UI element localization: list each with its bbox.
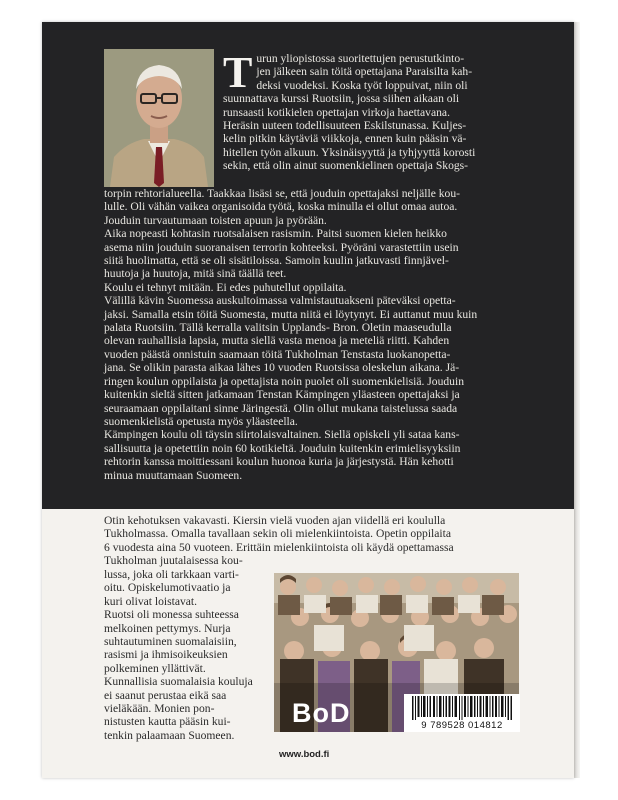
text-line: runsaasti kotikielen opettajan virkoja haettavana. — [223, 105, 450, 119]
text-line: lussa, joka oli tarkkaan varti- — [104, 568, 239, 581]
text-line: suomenkielistä opetusta myös yläasteella. — [104, 414, 298, 428]
text-line: suunnattava kurssi Ruotsiin, jossa siihen aikaan oli — [223, 92, 460, 106]
text-line: palata Ruotsiin. Tällä kerralla valitsin Upplands- Bron. Oletin maaseudulla — [104, 321, 452, 335]
text-line: kelin pitkin käytäviä viikkoja, ennen kuin pääsin vä- — [223, 132, 467, 146]
book-page-edge — [574, 22, 580, 778]
text-line: Heräsin uuteen todellisuuteen Eskilstunassa. Kuljes- — [223, 119, 467, 133]
text-line: nistusten kautta pääsin kui- — [104, 715, 231, 729]
text-line: jana. Se olikin parasta aikaa lähes 10 vuoden Ruotsissa oleskelun aikana. Jä- — [104, 361, 460, 375]
text-line: olevan rauhallisia lapsia, mutta siellä vasta menoa ja meteliä riitti. Kahden — [104, 334, 450, 348]
text-line: 6 vuodesta aina 50 vuoteen. Erittäin mielenkiintoista oli käydä opettamassa — [104, 540, 454, 554]
lower-text — [104, 514, 551, 568]
publisher-logo: BoD — [292, 698, 351, 728]
text-line: asema niin jouduin suoranaisen terrorin kohteeksi. Pyöräni varastettiin usein — [104, 240, 459, 254]
lower-left-text — [104, 568, 272, 742]
isbn-number: 9 789528 014812 — [421, 720, 503, 731]
dark-text-panel — [42, 22, 574, 509]
text-line: deksi vuodeksi. Koska työt loppuivat, niin oli — [256, 78, 468, 92]
text-line: Tukholman juutalaisessa kou- — [104, 554, 243, 568]
main-text — [104, 187, 551, 482]
text-line: tenkin palaamaan Suomeen. — [104, 728, 235, 742]
text-line: vuoden päästä onnistuin saamaan töitä Tukholman Tenstasta luokanopetta- — [104, 347, 451, 361]
text-line: sallisuutta ja opetettiin noin 60 kotikieltä. Jouduin kuitenkin erimielisyyksiin — [104, 441, 461, 455]
book-back-cover — [42, 22, 574, 778]
text-line: seuraamaan oppilaitani sinne Järingestä. Olin ollut mukana taistelussa saada — [104, 401, 458, 415]
text-line: urun yliopistossa suoritettujen perustutkinto- — [256, 52, 465, 65]
text-line: vieläkään. Monien pon- — [104, 702, 215, 716]
text-line: oitu. Opiskelumotivaatio ja — [104, 581, 231, 595]
intro-text — [223, 48, 549, 173]
text-line: rasismi ja ihmisoikeuksien — [104, 648, 228, 662]
text-line: melkoinen pettymys. Nurja — [104, 621, 231, 635]
text-line: sekin, että olin ainut suomenkielinen opettaja Skogs- — [223, 159, 469, 173]
text-line: polkeminen yllättivät. — [104, 661, 206, 675]
text-line: Otin kehotuksen vakavasti. Kiersin vielä vuoden ajan viidellä eri koululla — [104, 514, 446, 527]
text-line: kuri olivat loistavat. — [104, 594, 198, 608]
text-line: Välillä kävin Suomessa auskultoimassa valmistautuakseni päteväksi opetta- — [104, 294, 456, 308]
text-line: rehtorin kanssa moittiessani koulun huonoa kuria ja järjestystä. Hän kehotti — [104, 455, 454, 469]
text-line: suhtautuminen suomalaisiin, — [104, 635, 237, 649]
text-line: Kunnallisia suomalaisia kouluja — [104, 675, 253, 689]
text-line: Tukholmassa. Omalla tavallaan sekin oli mielenkiintoista. Opetin oppilaita — [104, 527, 452, 541]
barcode — [404, 694, 520, 732]
text-line: lulle. Oli vähän vaikea organisoida työtä, koska minulla ei ollut omaa autoa. — [104, 200, 458, 214]
text-line: Jouduin turvautumaan toisten apuun ja pyörään. — [104, 213, 327, 227]
text-line: kuitenkin sieltä sitten jatkamaan Tenstan Kämpingen yläasteen opettajaksi ja — [104, 388, 460, 402]
text-line: torpin rehtorialueella. Taakkaa lisäsi se, että jouduin opettajaksi neljälle kou- — [104, 187, 461, 200]
text-line: Ruotsi oli monessa suhteessa — [104, 608, 239, 622]
text-line: jen jälkeen sain töitä opettajana Paraisilta kah- — [256, 65, 473, 79]
text-line: Koulu ei tehnyt mitään. Ei edes puhutellut oppilaita. — [104, 280, 347, 294]
drop-cap: T — [223, 48, 253, 97]
text-line: siitä huolimatta, että se oli sisätiloissa. Samoin kuulin jatkuvasti finnjävel- — [104, 254, 449, 268]
text-line: hitellen työn alkuun. Yksinäisyyttä ja tyhjyyttä korosti — [223, 145, 476, 159]
text-line: minua muuttamaan Suomeen. — [104, 468, 243, 482]
text-line: ei saanut perustaa eikä saa — [104, 688, 227, 702]
publisher-website: www.bod.fi — [279, 749, 330, 760]
text-line: huutoja ja huutoja, mitä sinä täällä teet. — [104, 267, 287, 281]
text-line: jaksi. Samalla etsin töitä Suomesta, mutta niitä ei löytynyt. Ei auttanut muu kuin — [104, 307, 478, 321]
author-portrait — [104, 49, 214, 187]
text-line: Kämpingen koulu oli täysin siirtolaisvaltainen. Siellä opiskeli yli sataa kans- — [104, 428, 460, 442]
text-line: ringen koulun oppilaista ja opettajista noin puolet oli suomenkielisiä. Jouduin — [104, 374, 465, 388]
text-line: Aika nopeasti kohtasin ruotsalaisen rasismin. Paitsi suomen kielen heikko — [104, 227, 447, 241]
